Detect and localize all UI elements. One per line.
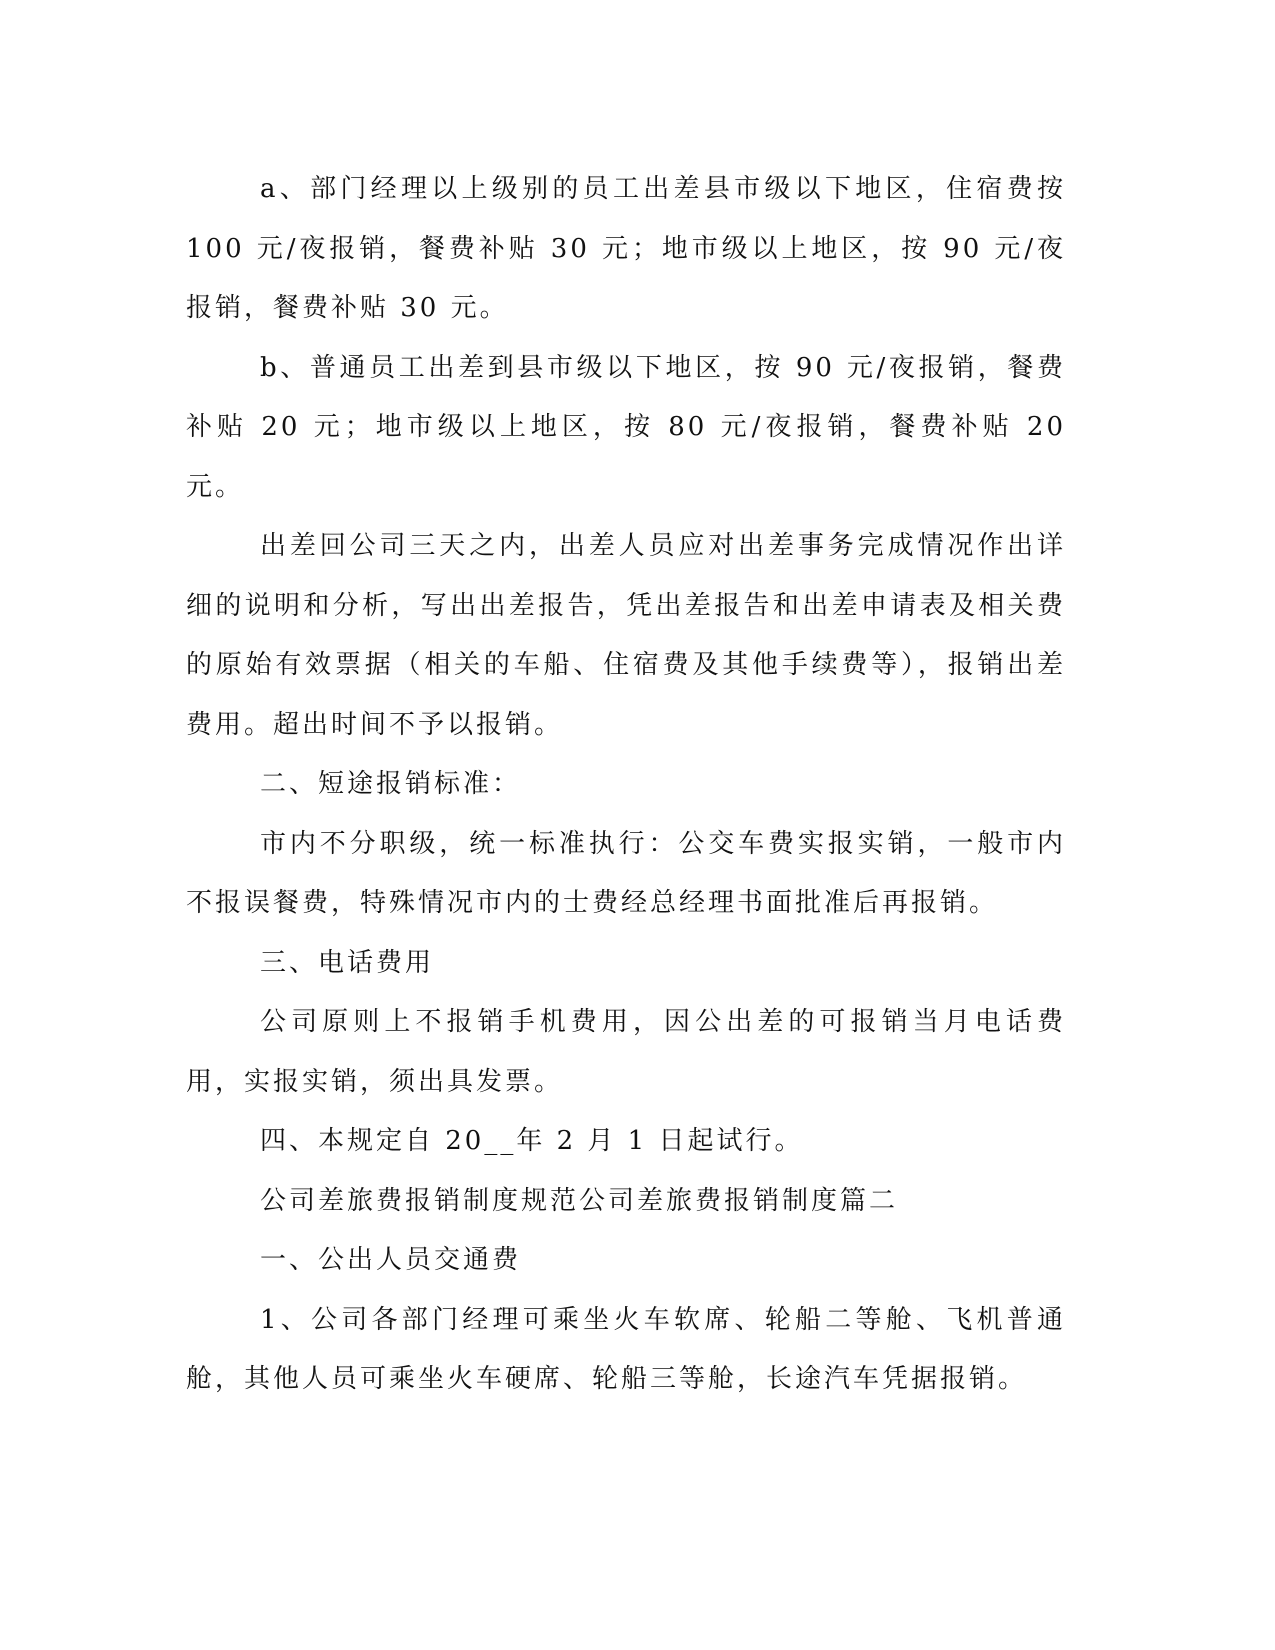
paragraph-trip-report-requirement: 出差回公司三天之内，出差人员应对出差事务完成情况作出详细的说明和分析，写出出差报告，凭出差报告和出差申请表及相关费的原始有效票据（相关的车船、住宿费及其他手续费等），报销出差费用。超出时间不予以报销。 [186,531,1066,740]
document-body [186,160,1066,1410]
paragraph-staff-lodging-standard: b、普通员工出差到县市级以下地区，按 90 元/夜报销，餐费补贴 20 元；地市级以上地区，按 80 元/夜报销，餐费补贴 20 元。 [186,352,1066,502]
document-section-title-part-two: 公司差旅费报销制度规范公司差旅费报销制度篇二 [260,1185,899,1216]
paragraph-manager-lodging-standard: a、部门经理以上级别的员工出差县市级以下地区，住宿费按 100 元/夜报销，餐费补贴 30 元；地市级以上地区，按 90 元/夜报销，餐费补贴 30 元。 [186,174,1066,323]
paragraph-phone-expense: 公司原则上不报销手机费用，因公出差的可报销当月电话费用，实报实销，须出具发票。 [186,1007,1066,1097]
paragraph-short-trip-standard: 市内不分职级，统一标准执行：公交车费实报实销，一般市内不报误餐费，特殊情况市内的士费经总经理书面批准后再报销。 [186,828,1066,918]
section-heading-transport-expense: 一、公出人员交通费 [260,1245,522,1275]
paragraph-transport-class-rules: 1、公司各部门经理可乘坐火车软席、轮船二等舱、飞机普通舱，其他人员可乘坐火车硬席、轮船三等舱，长途汽车凭据报销。 [186,1304,1066,1394]
paragraph-effective-date: 四、本规定自 20__年 2 月 1 日起试行。 [260,1126,804,1156]
section-heading-phone-expense: 三、电话费用 [260,947,435,978]
section-heading-short-trip: 二、短途报销标准： [260,769,522,799]
